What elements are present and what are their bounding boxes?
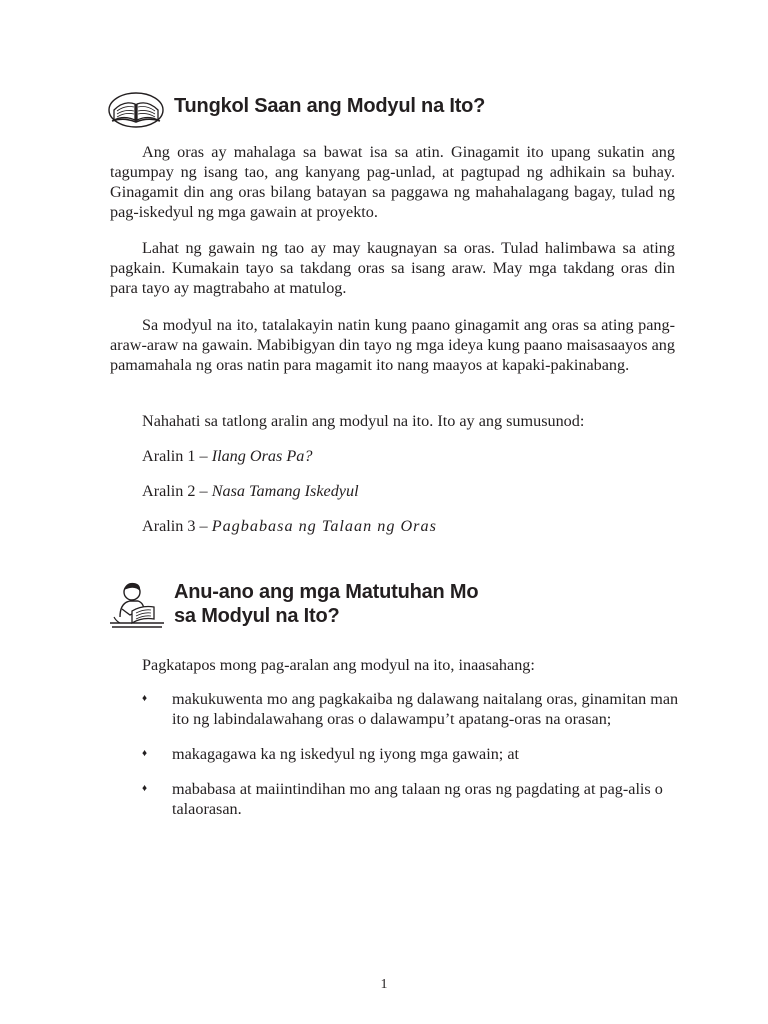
lessons-intro: Nahahati sa tatlong aralin ang modyul na ito. Ito ay ang sumusunod: [142,412,585,430]
objective-text: mababasa at maiintindihan mo ang talaan ng oras ng pagdating at pag-alis o talaorasan. [172,780,663,818]
lesson-title: Nasa Tamang Iskedyul [211,482,359,500]
list-item [142,689,682,729]
diamond-bullet-icon: ♦ [142,783,148,794]
diamond-bullet-icon: ♦ [142,693,148,704]
lesson-item [142,481,359,501]
paragraph-module-scope: Sa modyul na ito, tatalakayin natin kung paano ginagamit ang oras sa ating pang-araw-araw na gawain. Mabibigyan din tayo ng mga ideya kung paano maisasaayos ang pamamahala ng oras natin para magamit ito nang maayos at kapaki-pakinabang. [110,316,675,374]
lesson-title: Ilang Oras Pa? [211,447,313,465]
objectives-intro: Pagkatapos mong pag-aralan ang modyul na ito, inaasahang: [142,656,535,674]
lesson-title: Pagbabasa ng Talaan ng Oras [211,517,437,535]
section-title-line: sa Modyul na Ito? [174,605,340,627]
lesson-number: Aralin 2 – [142,482,208,500]
lesson-number: Aralin 1 – [142,447,208,465]
section-heading-about [108,88,485,133]
paragraph-activities: Lahat ng gawain ng tao ay may kaugnayan sa oras. Tulad halimbawa sa ating pagkain. Kumakain tayo sa takdang oras sa isang araw. May mga takdang oras din para tayo ay magtrabaho at matulog. [110,239,675,297]
list-item [142,744,682,764]
section-title-line: Anu-ano ang mga Matutuhan Mo [174,581,479,603]
diamond-bullet-icon: ♦ [142,748,148,759]
page-number: 1 [380,977,388,992]
section-title-objectives [174,580,478,628]
section-title-about: Tungkol Saan ang Modyul na Ito? [174,95,486,117]
lesson-item [142,516,437,536]
lesson-number: Aralin 3 – [142,517,208,535]
objective-text: makukuwenta mo ang pagkakaiba ng dalawang naitalang oras, ginamitan man ito ng labindalawahang oras o dalawampu’t apatang-oras na orasan; [172,690,679,728]
student-reading-icon [108,579,166,634]
list-item [142,779,682,819]
objective-text: makagagawa ka ng iskedyul ng iyong mga gawain; at [172,745,520,763]
objectives-list [142,689,682,834]
open-book-icon [108,88,164,133]
section-heading-objectives [108,579,478,634]
lesson-item [142,446,312,466]
paragraph-intro: Ang oras ay mahalaga sa bawat isa sa atin. Ginagamit ito upang sukatin ang tagumpay ng isang tao, ang kanyang pag-unlad, at pagtupad ng adhikain sa buhay. Ginagamit din ang oras bilang batayan sa paggawa ng mahahalagang bagay, tulad ng pag-iskedyul ng mga gawain at proyekto. [110,143,675,221]
